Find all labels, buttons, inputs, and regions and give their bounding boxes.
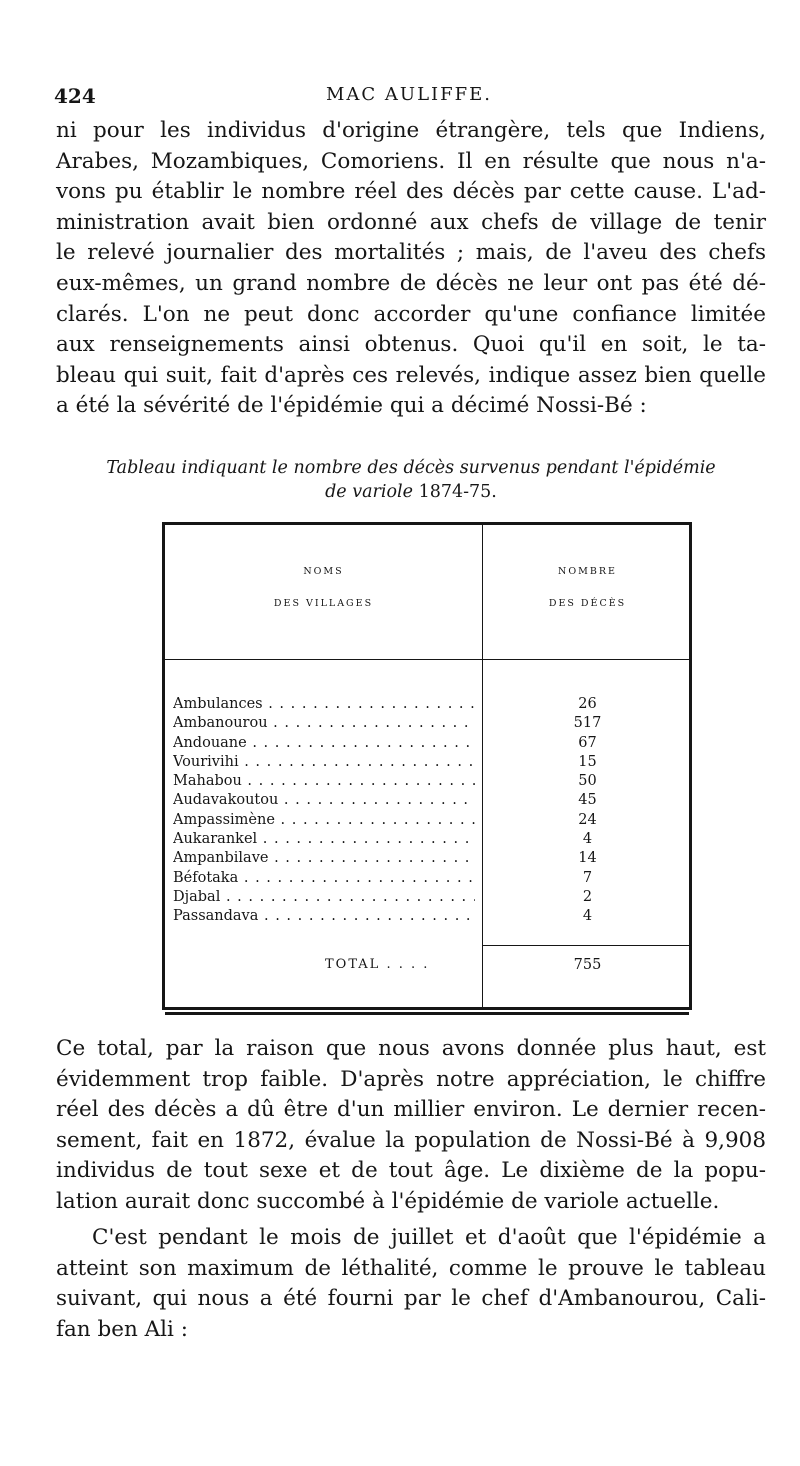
text-line: Arabes, Mozambiques, Comoriens. Il en résulte que nous n'a- xyxy=(56,148,766,174)
table-row xyxy=(165,772,689,791)
death-count: 45 xyxy=(578,792,597,809)
page-number: 424 xyxy=(54,84,96,108)
total-value: 755 xyxy=(573,957,602,973)
text-line: vons pu établir le nombre réel des décès par cette cause. L'ad- xyxy=(56,179,766,205)
village-name: Andouane . . . xyxy=(173,734,475,753)
table-caption xyxy=(56,456,766,504)
table-row xyxy=(165,907,689,926)
text-line: clarés. L'on ne peut donc accorder qu'une confiance limitée xyxy=(56,301,766,327)
table-body xyxy=(165,695,689,927)
death-count: 2 xyxy=(582,888,593,905)
header-line: DES VILLAGES xyxy=(273,598,374,609)
text-line: ni pour les individus d'origine étrangère, tels que Indiens, xyxy=(56,118,766,143)
text-line: le relevé journalier des mortalités ; mais, de l'aveu des chefs xyxy=(56,240,766,266)
death-count: 14 xyxy=(578,850,597,867)
caption-line: Tableau indiquant le nombre des décès survenus pendant l'épidémie xyxy=(106,458,716,478)
caption-years: 1874-75. xyxy=(418,482,497,502)
table-row xyxy=(165,830,689,849)
header-line: NOMBRE xyxy=(558,566,617,577)
text-line: eux-mêmes, un grand nombre de décès ne leur ont pas été dé- xyxy=(56,270,766,296)
text-line: évidemment trop faible. D'après notre appréciation, le chiffre xyxy=(56,1066,766,1092)
death-count: 517 xyxy=(573,715,602,732)
caption-prefix: de variole xyxy=(325,482,414,502)
village-name: Ampanbilave . . . xyxy=(173,849,475,868)
table-row xyxy=(165,753,689,772)
table-row xyxy=(165,849,689,868)
paragraph-maximum xyxy=(56,1223,766,1345)
table-row xyxy=(165,695,689,714)
table-row xyxy=(165,888,689,907)
text-line: atteint son maximum de léthalité, comme le prouve le tableau xyxy=(56,1255,766,1281)
header-rule xyxy=(165,659,689,660)
total-label: TOTAL . . . xyxy=(325,953,429,977)
death-count: 4 xyxy=(582,908,593,925)
caption-line xyxy=(56,480,766,504)
table-row xyxy=(165,714,689,733)
village-name: Mahabou . . . xyxy=(173,772,475,791)
table-row xyxy=(165,811,689,830)
running-head xyxy=(54,84,764,112)
village-name: Audavakoutou . . . xyxy=(173,791,475,810)
text-line: réel des décès a dû être d'un millier environ. Le dernier recen- xyxy=(56,1097,766,1123)
deaths-column-header xyxy=(483,565,692,611)
village-name: Ambanourou . . . xyxy=(173,714,475,733)
text-line: ministration avait bien ordonné aux chefs de village de tenir xyxy=(56,209,766,235)
text-line: suivant, qui nous a été fourni par le chef d'Ambanourou, Cali- xyxy=(56,1286,766,1312)
death-count: 26 xyxy=(578,696,597,712)
paragraph-intro xyxy=(56,116,766,422)
table-row xyxy=(165,734,689,753)
death-count: 50 xyxy=(578,773,597,790)
deaths-table xyxy=(162,522,692,1010)
text-line: fan ben Ali : xyxy=(56,1316,188,1342)
total-rule xyxy=(482,945,689,946)
text-line: aux renseignements ainsi obtenus. Quoi qu'il en soit, le ta- xyxy=(56,332,766,358)
village-name: Vourivihi . . . xyxy=(173,753,475,772)
death-count: 15 xyxy=(578,753,597,770)
villages-column-header xyxy=(165,565,482,611)
death-count: 24 xyxy=(578,811,597,828)
text-line: individus de tout sexe et de tout âge. Le dixième de la popu- xyxy=(56,1158,766,1184)
table-row xyxy=(165,791,689,810)
running-title: MAC AULIFFE. xyxy=(326,84,492,105)
village-name: Djabal . . . xyxy=(173,888,475,907)
table-row xyxy=(165,869,689,888)
village-name: Ambulances . . . xyxy=(173,695,475,714)
death-count: 67 xyxy=(578,734,597,751)
village-name: Béfotaka . . . xyxy=(173,869,475,888)
text-line: Ce total, par la raison que nous avons donnée plus haut, est xyxy=(56,1036,766,1061)
death-count: 7 xyxy=(582,869,593,886)
text-line: bleau qui suit, fait d'après ces relevés, indique assez bien quelle xyxy=(56,362,766,388)
header-line: DES DÉCÈS xyxy=(548,598,627,609)
paragraph-total xyxy=(56,1034,766,1218)
total-row xyxy=(165,953,689,977)
header-line: NOMS xyxy=(303,566,344,577)
text-line: sement, fait en 1872, évalue la population de Nossi-Bé à 9,908 xyxy=(56,1127,766,1153)
text-line: C'est pendant le mois de juillet et d'août que l'épidémie a xyxy=(92,1225,766,1250)
village-name: Aukarankel . . . xyxy=(173,830,475,849)
death-count: 4 xyxy=(582,831,593,848)
village-name: Passandava . . . xyxy=(173,907,475,926)
village-name: Ampassimène . . . xyxy=(173,811,475,830)
text-line: a été la sévérité de l'épidémie qui a décimé Nossi-Bé : xyxy=(56,393,647,419)
text-line: lation aurait donc succombé à l'épidémie de variole actuelle. xyxy=(56,1188,720,1214)
